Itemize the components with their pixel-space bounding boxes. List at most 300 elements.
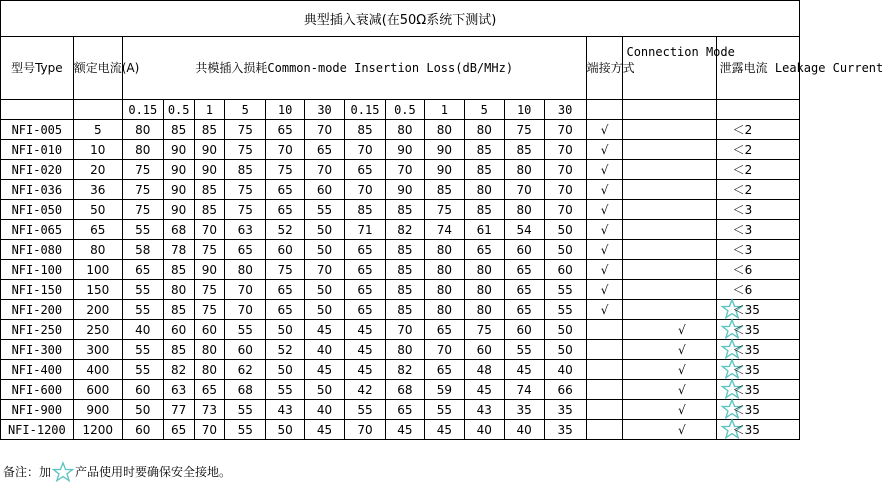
loss-value-cell: 65 xyxy=(385,400,424,420)
loss-value-cell: 60 xyxy=(464,340,504,360)
loss-value-cell: 90 xyxy=(385,180,424,200)
loss-value-cell: 75 xyxy=(225,120,266,140)
loss-value-cell: 70 xyxy=(385,160,424,180)
loss-value-cell: 80 xyxy=(424,120,464,140)
terminal-cell: √ xyxy=(586,180,623,200)
loss-value-cell: 45 xyxy=(305,420,345,440)
connection-cell: √ xyxy=(623,400,716,420)
loss-value-cell: 50 xyxy=(544,240,586,260)
loss-value-cell: 60 xyxy=(504,240,544,260)
loss-value-cell: 70 xyxy=(504,180,544,200)
model-type-cell: NFI-010 xyxy=(1,140,74,160)
blank-cell xyxy=(716,100,799,120)
connection-cell: √ xyxy=(623,340,716,360)
frequency-cell: 1 xyxy=(424,100,464,120)
loss-value-cell: 85 xyxy=(424,180,464,200)
loss-value-cell: 48 xyxy=(464,360,504,380)
loss-value-cell: 65 xyxy=(504,260,544,280)
loss-value-cell: 82 xyxy=(385,360,424,380)
loss-value-cell: 60 xyxy=(194,320,225,340)
connection-cell xyxy=(623,240,716,260)
loss-value-cell: 75 xyxy=(266,160,305,180)
leakage-value: ＜2 xyxy=(732,143,753,157)
blank-cell xyxy=(1,100,74,120)
loss-value-cell: 55 xyxy=(122,360,163,380)
terminal-cell xyxy=(586,380,623,400)
loss-value-cell: 70 xyxy=(544,120,586,140)
loss-value-cell: 75 xyxy=(225,140,266,160)
loss-value-cell: 54 xyxy=(504,220,544,240)
connection-cell xyxy=(623,120,716,140)
loss-value-cell: 50 xyxy=(305,300,345,320)
loss-value-cell: 45 xyxy=(424,420,464,440)
loss-value-cell: 90 xyxy=(194,260,225,280)
leakage-value: ＜35 xyxy=(732,323,760,337)
model-type-cell: NFI-080 xyxy=(1,240,74,260)
connection-cell: √ xyxy=(623,360,716,380)
model-type-cell: NFI-1200 xyxy=(1,420,74,440)
loss-value-cell: 85 xyxy=(345,200,386,220)
rated-current-cell: 5 xyxy=(73,120,122,140)
rated-current-cell: 1200 xyxy=(73,420,122,440)
loss-value-cell: 75 xyxy=(225,200,266,220)
terminal-cell xyxy=(586,320,623,340)
leakage-value: ＜6 xyxy=(732,283,753,297)
loss-value-cell: 40 xyxy=(305,340,345,360)
frequency-cell: 1 xyxy=(194,100,225,120)
loss-value-cell: 85 xyxy=(385,300,424,320)
note-suffix: 产品使用时要确保安全接地。 xyxy=(75,465,232,479)
loss-value-cell: 70 xyxy=(194,420,225,440)
loss-value-cell: 42 xyxy=(345,380,386,400)
loss-value-cell: 65 xyxy=(266,300,305,320)
loss-value-cell: 55 xyxy=(122,300,163,320)
leakage-value: ＜35 xyxy=(732,303,760,317)
loss-value-cell: 45 xyxy=(345,360,386,380)
table-row xyxy=(1,280,800,300)
loss-value-cell: 55 xyxy=(544,280,586,300)
leakage-cell xyxy=(716,240,799,260)
loss-value-cell: 80 xyxy=(464,280,504,300)
loss-value-cell: 70 xyxy=(544,200,586,220)
loss-value-cell: 75 xyxy=(122,180,163,200)
loss-value-cell: 65 xyxy=(424,360,464,380)
connection-header: Connection Mode xyxy=(623,37,716,100)
loss-value-cell: 71 xyxy=(345,220,386,240)
loss-value-cell: 70 xyxy=(194,220,225,240)
rated-current-cell: 400 xyxy=(73,360,122,380)
loss-value-cell: 50 xyxy=(266,360,305,380)
loss-value-cell: 74 xyxy=(504,380,544,400)
leakage-value: ＜35 xyxy=(732,423,760,437)
loss-value-cell: 70 xyxy=(544,140,586,160)
loss-value-cell: 55 xyxy=(345,400,386,420)
loss-value-cell: 55 xyxy=(504,340,544,360)
table-row xyxy=(1,160,800,180)
leakage-cell xyxy=(716,420,799,440)
loss-value-cell: 45 xyxy=(464,380,504,400)
model-type-cell: NFI-020 xyxy=(1,160,74,180)
loss-value-cell: 80 xyxy=(424,240,464,260)
table-row xyxy=(1,180,800,200)
loss-value-cell: 90 xyxy=(424,140,464,160)
loss-value-cell: 73 xyxy=(194,400,225,420)
table-title: 典型插入衰减(在50Ω系统下测试) xyxy=(1,1,800,37)
loss-value-cell: 60 xyxy=(225,340,266,360)
table-row xyxy=(1,340,800,360)
loss-value-cell: 40 xyxy=(122,320,163,340)
table-row xyxy=(1,260,800,280)
loss-value-cell: 70 xyxy=(305,120,345,140)
loss-value-cell: 70 xyxy=(345,420,386,440)
loss-value-cell: 70 xyxy=(345,140,386,160)
terminal-cell xyxy=(586,420,623,440)
loss-value-cell: 65 xyxy=(266,200,305,220)
rated-current-cell: 20 xyxy=(73,160,122,180)
connection-cell: √ xyxy=(623,380,716,400)
model-type-cell: NFI-100 xyxy=(1,260,74,280)
loss-value-cell: 50 xyxy=(544,340,586,360)
connection-cell xyxy=(623,220,716,240)
loss-value-cell: 45 xyxy=(385,420,424,440)
loss-value-cell: 43 xyxy=(266,400,305,420)
terminal-cell: √ xyxy=(586,120,623,140)
loss-value-cell: 50 xyxy=(266,320,305,340)
leakage-value: ＜3 xyxy=(732,223,753,237)
loss-value-cell: 75 xyxy=(225,180,266,200)
loss-value-cell: 68 xyxy=(163,220,194,240)
loss-value-cell: 85 xyxy=(385,280,424,300)
loss-value-cell: 80 xyxy=(194,340,225,360)
loss-value-cell: 85 xyxy=(163,340,194,360)
loss-value-cell: 61 xyxy=(464,220,504,240)
table-row xyxy=(1,220,800,240)
frequency-cell: 5 xyxy=(464,100,504,120)
loss-value-cell: 60 xyxy=(544,260,586,280)
table-row xyxy=(1,360,800,380)
loss-value-cell: 40 xyxy=(305,400,345,420)
terminal-cell xyxy=(586,360,623,380)
loss-value-cell: 65 xyxy=(266,180,305,200)
loss-value-cell: 65 xyxy=(504,280,544,300)
leakage-cell xyxy=(716,200,799,220)
rated-current-cell: 36 xyxy=(73,180,122,200)
loss-value-cell: 90 xyxy=(385,140,424,160)
terminal-cell xyxy=(586,400,623,420)
loss-value-cell: 65 xyxy=(225,240,266,260)
loss-value-cell: 80 xyxy=(424,300,464,320)
insertion-loss-header: 共模插入损耗Common-mode Insertion Loss(dB/MHz) xyxy=(122,37,586,100)
blank-cell xyxy=(623,100,716,120)
loss-value-cell: 75 xyxy=(122,160,163,180)
leakage-value: ＜2 xyxy=(732,183,753,197)
loss-value-cell: 70 xyxy=(385,320,424,340)
blank-cell xyxy=(73,100,122,120)
loss-value-cell: 65 xyxy=(424,320,464,340)
loss-value-cell: 65 xyxy=(345,300,386,320)
model-type-cell: NFI-005 xyxy=(1,120,74,140)
loss-value-cell: 55 xyxy=(122,220,163,240)
type-header: 型号Type xyxy=(1,37,74,100)
loss-value-cell: 65 xyxy=(194,380,225,400)
table-row xyxy=(1,240,800,260)
loss-value-cell: 45 xyxy=(504,360,544,380)
current-header: 额定电流(A) xyxy=(73,37,122,100)
leakage-cell xyxy=(716,260,799,280)
loss-value-cell: 70 xyxy=(225,300,266,320)
leakage-cell xyxy=(716,120,799,140)
rated-current-cell: 65 xyxy=(73,220,122,240)
leakage-value: ＜6 xyxy=(732,263,753,277)
loss-value-cell: 85 xyxy=(464,140,504,160)
loss-value-cell: 50 xyxy=(266,420,305,440)
rated-current-cell: 80 xyxy=(73,240,122,260)
terminal-cell: √ xyxy=(586,160,623,180)
terminal-cell: √ xyxy=(586,220,623,240)
rated-current-cell: 900 xyxy=(73,400,122,420)
loss-value-cell: 75 xyxy=(266,260,305,280)
leakage-value: ＜2 xyxy=(732,123,753,137)
table-row xyxy=(1,140,800,160)
loss-value-cell: 63 xyxy=(225,220,266,240)
leakage-value: ＜35 xyxy=(732,363,760,377)
terminal-cell: √ xyxy=(586,200,623,220)
loss-value-cell: 52 xyxy=(266,220,305,240)
rated-current-cell: 200 xyxy=(73,300,122,320)
loss-value-cell: 85 xyxy=(194,120,225,140)
star-outline-icon xyxy=(51,462,75,482)
loss-value-cell: 70 xyxy=(266,140,305,160)
loss-value-cell: 90 xyxy=(424,160,464,180)
leakage-cell xyxy=(716,380,799,400)
rated-current-cell: 600 xyxy=(73,380,122,400)
terminal-cell: √ xyxy=(586,240,623,260)
loss-value-cell: 75 xyxy=(424,200,464,220)
loss-value-cell: 55 xyxy=(305,200,345,220)
model-type-cell: NFI-065 xyxy=(1,220,74,240)
leakage-value: ＜35 xyxy=(732,383,760,397)
loss-value-cell: 65 xyxy=(345,280,386,300)
loss-value-cell: 80 xyxy=(122,140,163,160)
note-prefix: 备注：加 xyxy=(3,465,52,479)
model-type-cell: NFI-900 xyxy=(1,400,74,420)
loss-value-cell: 70 xyxy=(544,160,586,180)
loss-value-cell: 68 xyxy=(385,380,424,400)
loss-value-cell: 55 xyxy=(122,280,163,300)
loss-value-cell: 77 xyxy=(163,400,194,420)
loss-value-cell: 45 xyxy=(345,320,386,340)
rated-current-cell: 300 xyxy=(73,340,122,360)
loss-value-cell: 50 xyxy=(305,280,345,300)
loss-value-cell: 65 xyxy=(345,240,386,260)
loss-value-cell: 80 xyxy=(194,360,225,380)
loss-value-cell: 90 xyxy=(194,160,225,180)
loss-value-cell: 60 xyxy=(122,420,163,440)
table-row xyxy=(1,420,800,440)
loss-value-cell: 80 xyxy=(225,260,266,280)
terminal-cell: √ xyxy=(586,260,623,280)
terminal-cell: √ xyxy=(586,280,623,300)
loss-value-cell: 66 xyxy=(544,380,586,400)
loss-value-cell: 50 xyxy=(305,380,345,400)
connection-cell xyxy=(623,200,716,220)
loss-value-cell: 85 xyxy=(385,200,424,220)
loss-value-cell: 85 xyxy=(225,160,266,180)
terminal-header: 端接方式 xyxy=(586,37,623,100)
model-type-cell: NFI-150 xyxy=(1,280,74,300)
rated-current-cell: 150 xyxy=(73,280,122,300)
loss-value-cell: 85 xyxy=(163,260,194,280)
loss-value-cell: 35 xyxy=(544,420,586,440)
leakage-value: ＜35 xyxy=(732,343,760,357)
table-row xyxy=(1,300,800,320)
loss-value-cell: 85 xyxy=(194,200,225,220)
loss-value-cell: 90 xyxy=(194,140,225,160)
loss-value-cell: 75 xyxy=(194,240,225,260)
terminal-cell xyxy=(586,340,623,360)
loss-value-cell: 65 xyxy=(163,420,194,440)
loss-value-cell: 90 xyxy=(163,200,194,220)
loss-value-cell: 60 xyxy=(266,240,305,260)
loss-value-cell: 90 xyxy=(163,160,194,180)
rated-current-cell: 10 xyxy=(73,140,122,160)
loss-value-cell: 80 xyxy=(385,120,424,140)
loss-value-cell: 55 xyxy=(266,380,305,400)
rated-current-cell: 100 xyxy=(73,260,122,280)
loss-value-cell: 55 xyxy=(424,400,464,420)
loss-value-cell: 90 xyxy=(163,180,194,200)
loss-value-cell: 65 xyxy=(266,120,305,140)
loss-value-cell: 59 xyxy=(424,380,464,400)
loss-value-cell: 75 xyxy=(194,280,225,300)
loss-value-cell: 40 xyxy=(464,420,504,440)
frequency-cell: 0.5 xyxy=(163,100,194,120)
loss-value-cell: 52 xyxy=(266,340,305,360)
leakage-value: ＜3 xyxy=(732,243,753,257)
loss-value-cell: 45 xyxy=(305,360,345,380)
loss-value-cell: 35 xyxy=(504,400,544,420)
loss-value-cell: 85 xyxy=(194,180,225,200)
loss-value-cell: 82 xyxy=(163,360,194,380)
loss-value-cell: 80 xyxy=(464,180,504,200)
loss-value-cell: 45 xyxy=(345,340,386,360)
loss-value-cell: 50 xyxy=(305,220,345,240)
loss-value-cell: 85 xyxy=(163,120,194,140)
leakage-cell xyxy=(716,320,799,340)
loss-value-cell: 80 xyxy=(464,300,504,320)
loss-value-cell: 80 xyxy=(424,280,464,300)
loss-value-cell: 60 xyxy=(163,320,194,340)
leakage-cell xyxy=(716,140,799,160)
leakage-cell xyxy=(716,360,799,380)
loss-value-cell: 55 xyxy=(225,320,266,340)
loss-value-cell: 80 xyxy=(464,120,504,140)
leakage-cell xyxy=(716,340,799,360)
model-type-cell: NFI-200 xyxy=(1,300,74,320)
leakage-value: ＜3 xyxy=(732,203,753,217)
loss-value-cell: 70 xyxy=(305,260,345,280)
connection-cell: √ xyxy=(623,320,716,340)
footnote xyxy=(3,462,231,480)
blank-cell xyxy=(586,100,623,120)
loss-value-cell: 60 xyxy=(122,380,163,400)
leakage-header: 泄露电流 Leakage Current xyxy=(716,37,799,100)
loss-value-cell: 50 xyxy=(122,400,163,420)
loss-value-cell: 50 xyxy=(305,240,345,260)
leakage-cell xyxy=(716,180,799,200)
frequency-cell: 30 xyxy=(305,100,345,120)
leakage-cell xyxy=(716,280,799,300)
leakage-value: ＜35 xyxy=(732,403,760,417)
connection-cell xyxy=(623,260,716,280)
model-type-cell: NFI-600 xyxy=(1,380,74,400)
loss-value-cell: 90 xyxy=(163,140,194,160)
loss-value-cell: 55 xyxy=(544,300,586,320)
loss-value-cell: 80 xyxy=(122,120,163,140)
frequency-cell: 0.15 xyxy=(122,100,163,120)
loss-value-cell: 70 xyxy=(544,180,586,200)
loss-value-cell: 50 xyxy=(544,220,586,240)
connection-cell xyxy=(623,140,716,160)
connection-cell xyxy=(623,180,716,200)
frequency-row xyxy=(1,100,800,120)
table-row xyxy=(1,320,800,340)
loss-value-cell: 85 xyxy=(385,240,424,260)
loss-value-cell: 75 xyxy=(122,200,163,220)
leakage-cell xyxy=(716,220,799,240)
loss-value-cell: 80 xyxy=(424,260,464,280)
loss-value-cell: 65 xyxy=(345,260,386,280)
loss-value-cell: 70 xyxy=(345,180,386,200)
loss-value-cell: 40 xyxy=(544,360,586,380)
connection-cell xyxy=(623,160,716,180)
loss-value-cell: 45 xyxy=(305,320,345,340)
table-row xyxy=(1,120,800,140)
table-row xyxy=(1,380,800,400)
loss-value-cell: 85 xyxy=(163,300,194,320)
frequency-cell: 0.15 xyxy=(345,100,386,120)
loss-value-cell: 65 xyxy=(345,160,386,180)
loss-value-cell: 65 xyxy=(266,280,305,300)
loss-value-cell: 85 xyxy=(385,260,424,280)
loss-value-cell: 40 xyxy=(504,420,544,440)
loss-value-cell: 80 xyxy=(385,340,424,360)
rated-current-cell: 50 xyxy=(73,200,122,220)
connection-cell: √ xyxy=(623,420,716,440)
frequency-cell: 10 xyxy=(266,100,305,120)
loss-value-cell: 85 xyxy=(464,160,504,180)
leakage-cell xyxy=(716,300,799,320)
loss-value-cell: 80 xyxy=(504,160,544,180)
terminal-cell: √ xyxy=(586,300,623,320)
model-type-cell: NFI-300 xyxy=(1,340,74,360)
loss-value-cell: 63 xyxy=(163,380,194,400)
table-row xyxy=(1,200,800,220)
loss-value-cell: 50 xyxy=(544,320,586,340)
loss-value-cell: 60 xyxy=(305,180,345,200)
table-body xyxy=(1,120,800,440)
terminal-cell: √ xyxy=(586,140,623,160)
model-type-cell: NFI-400 xyxy=(1,360,74,380)
loss-value-cell: 80 xyxy=(504,200,544,220)
loss-value-cell: 70 xyxy=(424,340,464,360)
rated-current-cell: 250 xyxy=(73,320,122,340)
loss-value-cell: 85 xyxy=(464,200,504,220)
loss-value-cell: 65 xyxy=(122,260,163,280)
model-type-cell: NFI-036 xyxy=(1,180,74,200)
leakage-cell xyxy=(716,160,799,180)
loss-value-cell: 62 xyxy=(225,360,266,380)
